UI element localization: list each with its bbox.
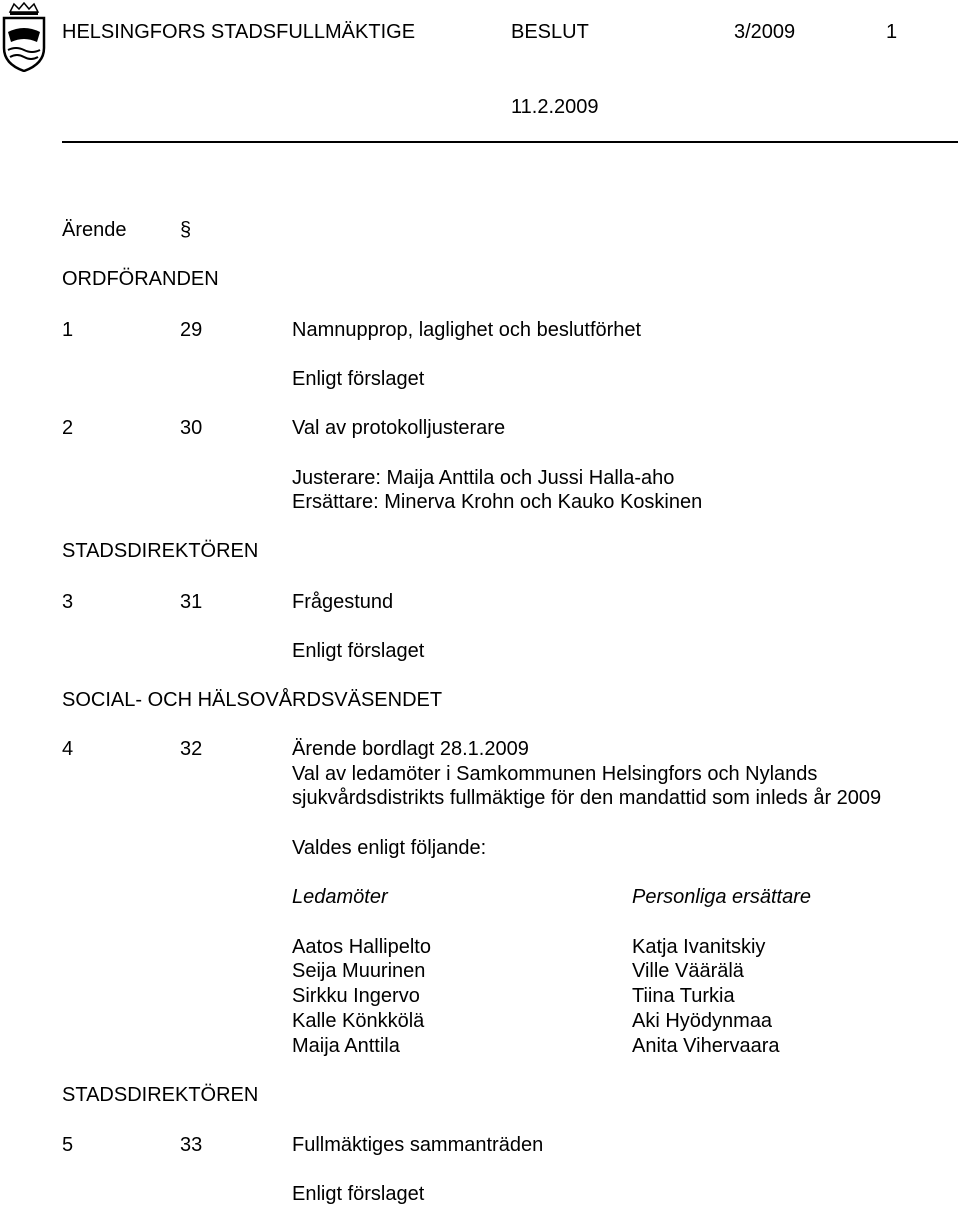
member-name: Sirkku Ingervo [292,985,420,1007]
organization-name: HELSINGFORS STADSFULLMÄKTIGE [62,21,416,43]
item-number: 3 [62,591,74,613]
member-name: Aatos Hallipelto [292,936,431,958]
helsinki-coat-of-arms-logo [2,2,46,72]
paragraph-number: 29 [180,319,203,341]
substitute-name: Katja Ivanitskiy [632,936,766,958]
item-decision: Valdes enligt följande: [292,837,487,859]
item-number: 4 [62,738,74,760]
table-header-members: Ledamöter [292,886,388,908]
item-subtitle-line: Val av ledamöter i Samkommunen Helsingfors och Nylands [292,763,818,785]
document-number: 3/2009 [734,21,796,43]
paragraph-number: 32 [180,738,203,760]
section-heading: STADSDIREKTÖREN [62,540,259,562]
section-heading: SOCIAL- OCH HÄLSOVÅRDSVÄSENDET [62,689,443,711]
paragraph-number: 31 [180,591,203,613]
item-number: 2 [62,417,74,439]
substitute-name: Anita Vihervaara [632,1035,780,1057]
column-label-arende: Ärende [62,219,127,241]
paragraph-number: 33 [180,1134,203,1156]
item-number: 1 [62,319,74,341]
section-heading: ORDFÖRANDEN [62,268,219,290]
item-title: Namnupprop, laglighet och beslutförhet [292,319,642,341]
item-detail-line: Ersättare: Minerva Krohn och Kauko Koskinen [292,491,703,513]
meeting-date: 11.2.2009 [511,96,599,118]
item-subtitle-line: sjukvårdsdistrikts fullmäktige för den mandattid som inleds år 2009 [292,787,882,809]
item-title: Fullmäktiges sammanträden [292,1134,544,1156]
section-symbol: § [180,219,192,241]
substitute-name: Ville Väärälä [632,960,744,982]
item-decision: Enligt förslaget [292,1183,425,1205]
document-type: BESLUT [511,21,589,43]
item-title: Val av protokolljusterare [292,417,506,439]
item-detail-line: Justerare: Maija Anttila och Jussi Halla-aho [292,467,675,489]
item-title: Frågestund [292,591,394,613]
item-number: 5 [62,1134,74,1156]
item-decision: Enligt förslaget [292,368,425,390]
section-heading: STADSDIREKTÖREN [62,1084,259,1106]
member-name: Kalle Könkkölä [292,1010,425,1032]
substitute-name: Tiina Turkia [632,985,735,1007]
item-decision: Enligt förslaget [292,640,425,662]
member-name: Seija Muurinen [292,960,426,982]
paragraph-number: 30 [180,417,203,439]
member-name: Maija Anttila [292,1035,400,1057]
table-header-substitutes: Personliga ersättare [632,886,811,908]
substitute-name: Aki Hyödynmaa [632,1010,773,1032]
header-divider [62,141,958,143]
item-title: Ärende bordlagt 28.1.2009 [292,738,529,760]
page-number: 1 [886,21,898,43]
